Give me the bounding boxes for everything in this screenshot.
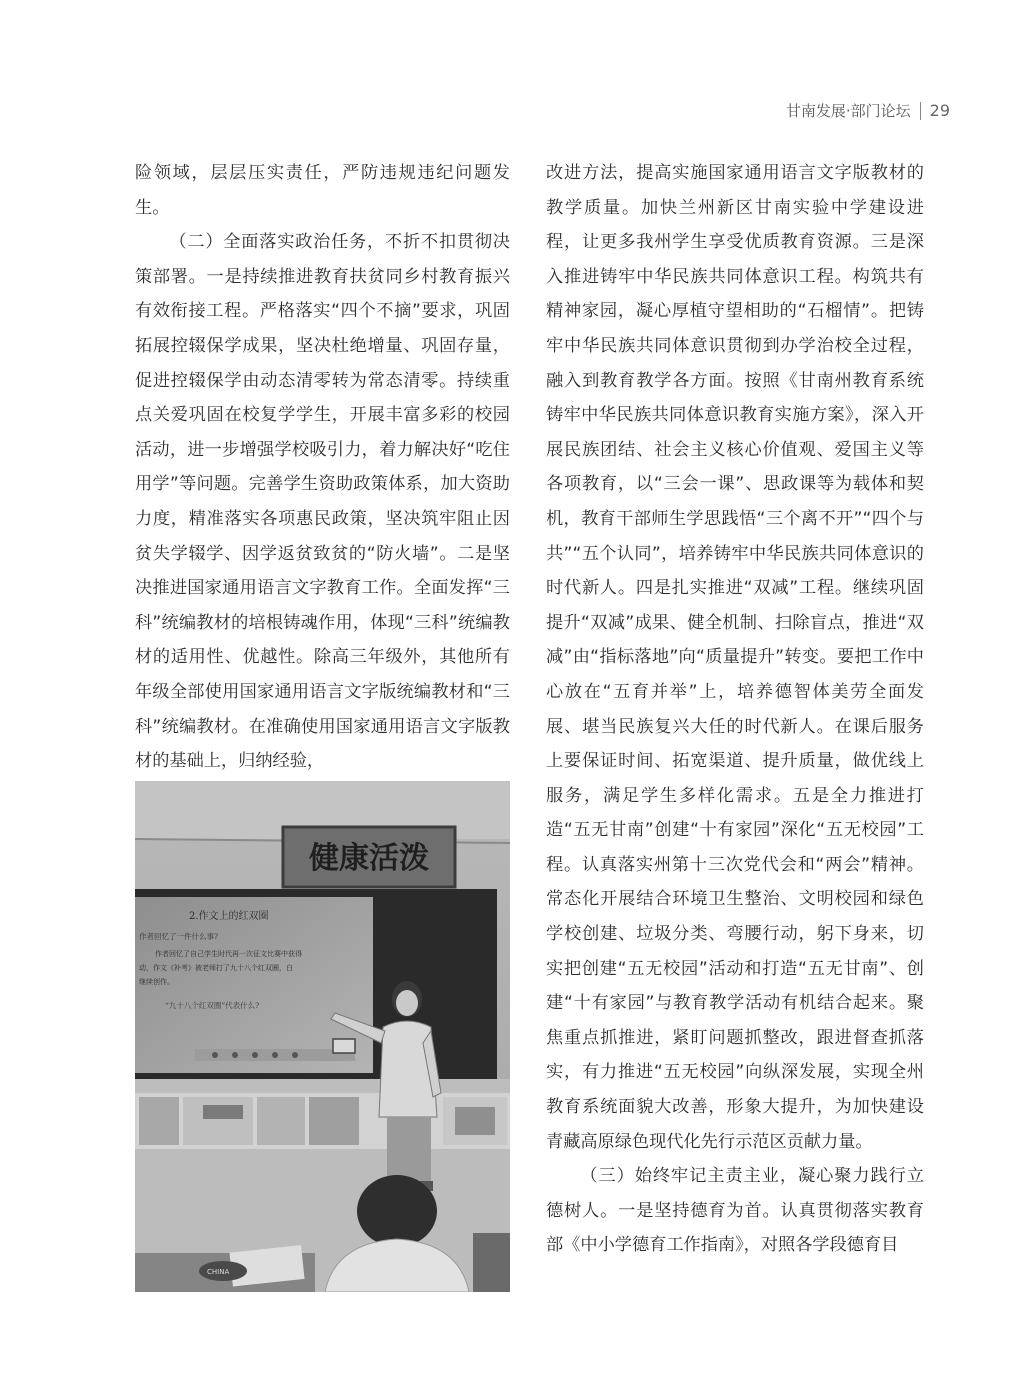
slide-title: 2.作文上的红双圈 xyxy=(189,911,269,922)
running-header xyxy=(786,100,950,121)
slide-line: “九十八个红双圈”代表什么? xyxy=(165,1001,260,1010)
slide-line: 继续创作。 xyxy=(139,978,174,986)
paragraph-continued: 险领域，层层压实责任，严防违规违纪问题发生。 xyxy=(135,163,510,218)
slide-line: 作者回忆了一件什么事? xyxy=(139,932,219,941)
journal-section-title: 甘南发展·部门论坛 xyxy=(785,102,911,120)
paragraph-continued: 改进方法，提高实施国家通用语言文字版教材的教学质量。加快兰州新区甘南实验中学建设进程，让更多我州学生享受优质教育资源。三是深入推进铸牢中华民族共同体意识工程。构筑共有精神家园，凝心厚植守望相助的“石榴情”。把铸牢中华民族共同体意识贯彻到办学治校全过程，融入到教育教学各方面。按照《甘南州教育系统铸牢中华民族共同体意识教育实施方案》，深入开展民族团结、社会主义核心价值观、爱国主义等各项教育，以“三会一课”、思政课等为载体和契机，教育干部师生学思践悟“三个离不开”“四个与共”“五个认同”，培养铸牢中华民族共同体意识的时代新人。四是扎实推进“双减”工程。继续巩固提升“双减”成果、健全机制、扫除盲点，推进“双减”由“指标落地”向“质量提升”转变。要把工作中心放在“五育并举”上，培养德智体美劳全面发展、堪当民族复兴大任的时代新人。在课后服务上要保证时间、拓宽渠道、提升质量，做优线上服务，满足学生多样化需求。五是全力推进打造“五无甘南”创建“十有家园”深化“五无校园”工程。认真落实州第十三次党代会和“两会”精神。常态化开展结合环境卫生整治、文明校园和绿色学校创建、垃圾分类、弯腰行动，躬下身来，切实把创建“五无校园”活动和打造“五无甘南”、创建“十有家园”与教育教学活动有机结合起来。聚焦重点抓推进，紧盯问题抓整改，跟进督查抓落实，有力推进“五无校园”向纵深发展，实现全州教育系统面貌大改善，形象大提升，为加快建设青藏高原绿色现代化先行示范区贡献力量。 xyxy=(546,163,924,1152)
right-column xyxy=(546,156,924,1263)
slide-line: 作者回忆了自己学生时代再一次征文比赛中获得 xyxy=(155,950,302,958)
banner-text: 健康活泼 xyxy=(309,841,429,876)
projector-device xyxy=(333,1039,355,1053)
paragraph-section-three: （三）始终牢记主责主业，凝心聚力践行立德树人。一是坚持德育为首。认真贯彻落实教育部《中小学德育工作指南》，对照各学段德育目 xyxy=(546,1166,924,1256)
slide-line: 动，作文《补考》被老师打了九十八个红双圈，白 xyxy=(139,964,293,972)
page-number: 29 xyxy=(929,101,950,120)
chalk-box-label: CHINA xyxy=(207,1268,230,1276)
header-divider xyxy=(920,102,921,120)
left-column xyxy=(135,156,510,779)
classroom-photo xyxy=(135,781,510,1292)
paragraph-section-two: （二）全面落实政治任务，不折不扣贯彻决策部署。一是持续推进教育扶贫同乡村教育振兴有效衔接工程。严格落实“四个不摘”要求，巩固拓展控辍保学成果，坚决杜绝增量、巩固存量，促进控辍保学由动态清零转为常态清零。持续重点关爱巩固在校复学学生，开展丰富多彩的校园活动，进一步增强学校吸引力，着力解决好“吃住用学”等问题。完善学生资助政策体系，加大资助力度，精准落实各项惠民政策，坚决筑牢阻止因贫失学辍学、因学返贫致贫的“防火墙”。二是坚决推进国家通用语言文字教育工作。全面发挥“三科”统编教材的培根铸魂作用，体现“三科”统编教材的适用性、优越性。除高三年级外，其他所有年级全部使用国家通用语言文字版统编教材和“三科”统编教材。在准确使用国家通用语言文字版教材的基础上，归纳经验， xyxy=(135,232,510,772)
